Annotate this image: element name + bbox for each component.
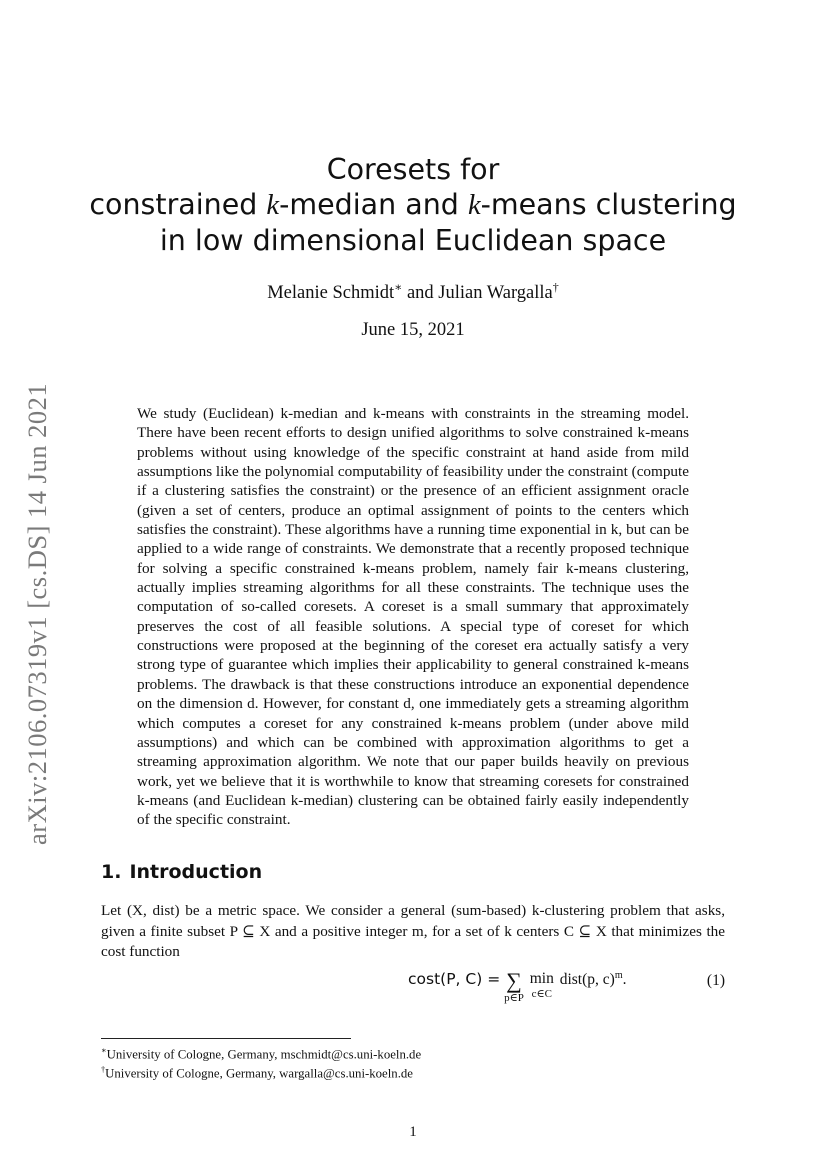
cost-equation: [101, 962, 725, 1012]
footnotes: [101, 1043, 421, 1082]
equation-exponent: m: [614, 970, 623, 981]
min-label: min: [529, 970, 554, 987]
abstract-text: We study (Euclidean) k-median and k-means with constraints in the streaming model. There have been recent efforts to design unified algorithms to solve constrained k-means problems without using knowledge of the specific constraint at hand aside from mild assumptions like the polynomial computability of feasibility under the constraint (compute if a clustering satisfies the constraint) or the presence of an efficient assignment oracle (given a set of centers, produce an optimal assignment of points to the centers which satisfies the constraint). These algorithms have a running time exponential in k, but can be applied to a wide range of constraints. We demonstrate that a recently proposed technique for solving a specific constrained k-means problem, namely fair k-means clustering, actually implies streaming algorithms for all these constraints. The technique uses the computation of so-called coresets. A coreset is a small summary that approximately preserves the cost of all feasible solutions. A special type of coreset for which constructions were proposed at the beginning of the coreset era actually satisfy a very strong type of guarantee which implies their applicability to general constrained k-means problems. The drawback is that these constructions introduce an exponential dependence on the dimension d. However, for constant d, one immediately gets a streaming algorithm which computes a coreset for any constrained k-means problem (under above mild assumptions) and which can be combined with approximation algorithms to get a streaming approximation algorithm. We note that our paper builds heavily on previous work, yet we believe that it is worthwhile to know that streaming coresets for constrained k-means (and Euclidean k-median) clustering can be obtained fairly easily independently of the specific constraint.: [137, 405, 689, 829]
author-name: Melanie Schmidt: [267, 283, 395, 304]
equation-number: (1): [706, 972, 725, 989]
publication-date: June 15, 2021: [361, 320, 465, 340]
min-subscript: c∈C: [531, 988, 552, 1000]
equation-lhs: cost(P, C) =: [408, 970, 501, 989]
footnote-divider: [101, 1038, 351, 1039]
arxiv-identifier-stamp: arXiv:2106.07319v1 [cs.DS] 14 Jun 2021: [22, 382, 52, 845]
section-number: 1.: [101, 861, 122, 883]
footnote-mark: ∗: [394, 280, 403, 294]
author-name: Julian Wargalla: [438, 283, 553, 304]
intro-paragraph: Let (X, dist) be a metric space. We consider a general (sum-based) k-clustering problem that asks, given a finite subset P ⊆ X and a positive integer m, for a set of k centers C ⊆ X that minimizes the cost function: [101, 902, 725, 960]
sum-operator: [504, 970, 524, 1004]
paper-title: [0, 152, 826, 258]
author-list: Melanie Schmidt∗ and Julian Wargalla†: [267, 280, 559, 304]
section-title: Introduction: [129, 861, 263, 883]
footnote-1: ∗University of Cologne, Germany, mschmidt@cs.uni-koeln.de: [101, 1046, 422, 1062]
footnote-2: †University of Cologne, Germany, wargalla@cs.uni-koeln.de: [101, 1065, 413, 1081]
equation-body: cost(P, C) = ∑ p∈P min c∈C dist(p, c)$^m$.: [408, 968, 627, 1004]
section-heading: [101, 861, 262, 883]
sum-subscript: p∈P: [504, 992, 524, 1004]
sum-sign-icon: ∑: [506, 968, 522, 993]
min-operator: [530, 970, 554, 1000]
title-line-2: constrained k-median and k-means clustering: [89, 188, 737, 221]
equation-rhs: dist(p, c): [559, 971, 615, 989]
page-number: 1: [409, 1124, 417, 1140]
title-line-1: Coresets for: [326, 153, 500, 186]
footnote-mark: †: [552, 280, 559, 294]
title-line-3: in low dimensional Euclidean space: [159, 224, 667, 257]
